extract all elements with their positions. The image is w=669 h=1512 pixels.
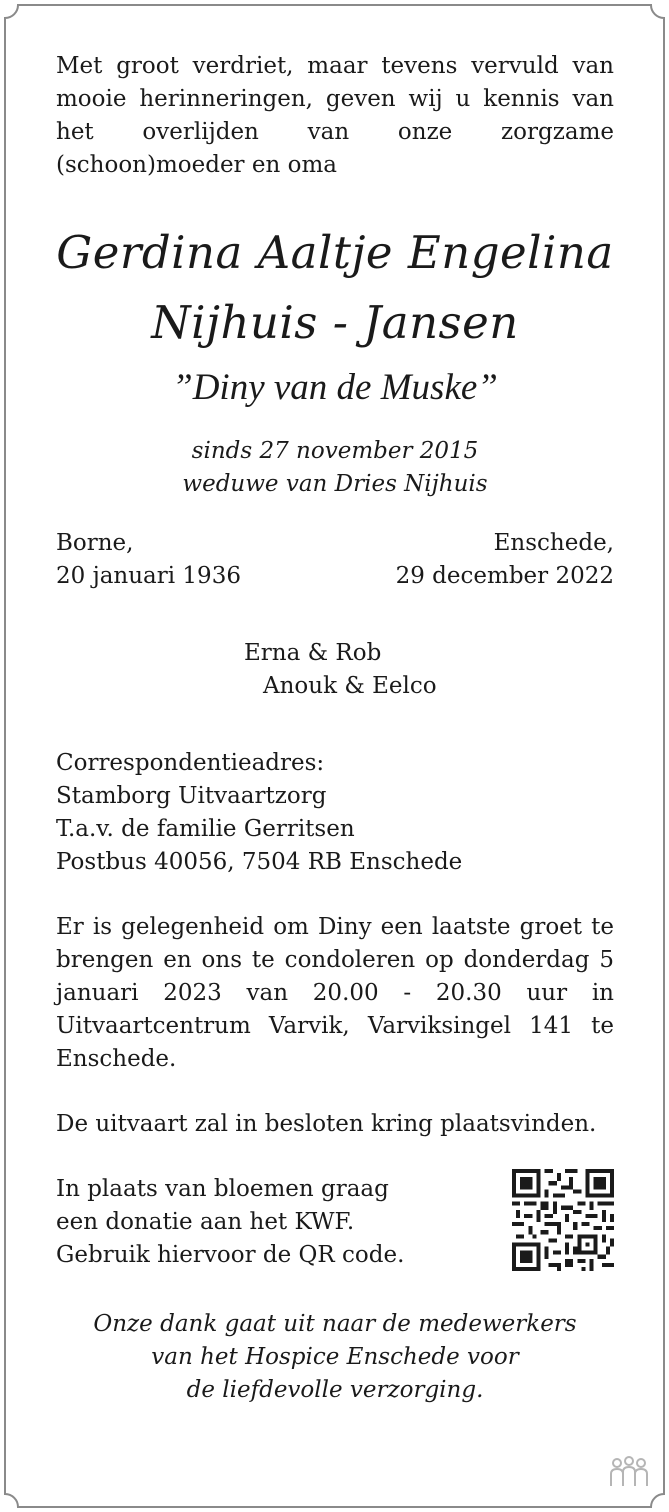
donation-line: In plaats van bloemen graag — [56, 1176, 389, 1202]
correspondence-line: Stamborg Uitvaartzorg — [56, 783, 327, 809]
intro-text: Met groot verdriet, maar tevens vervuld van mooie herinneringen, geven wij u kennis van het overlijden van onze zorgzame (schoon)moeder en oma — [56, 53, 614, 178]
widow-line-2: weduwe van Dries Nijhuis — [182, 471, 488, 497]
dates-row — [56, 527, 614, 593]
funeral-text: De uitvaart zal in besloten kring plaatsvinden. — [56, 1111, 597, 1137]
thanks-block — [56, 1308, 614, 1407]
correspondence-address — [56, 747, 614, 879]
birth-info — [56, 527, 241, 593]
widow-line-1: sinds 27 november 2015 — [191, 438, 479, 464]
death-date: 29 december 2022 — [395, 563, 614, 589]
thanks-line: van het Hospice Enschede voor — [151, 1344, 519, 1370]
condolence-text: Er is gelegenheid om Diny een laatste groet te brengen en ons te condoleren op donderdag 5 januari 2023 van 20.00 - 20.30 uur in Uitvaartcentrum Varvik, Varviksingel 141 te Enschede. — [56, 914, 614, 1072]
correspondence-label: Correspondentieadres: — [56, 750, 325, 776]
deceased-name-line-2: Nijhuis - Jansen — [151, 296, 519, 349]
qr-code-icon[interactable] — [512, 1169, 614, 1271]
birth-date: 20 januari 1936 — [56, 563, 241, 589]
thanks-line: de liefdevolle verzorging. — [186, 1377, 484, 1403]
family-member: Erna & Rob — [244, 640, 382, 666]
birth-place: Borne, — [56, 530, 134, 556]
donation-block — [56, 1173, 614, 1272]
people-logo-icon — [609, 1456, 649, 1490]
death-place: Enschede, — [493, 530, 614, 556]
donation-line: een donatie aan het KWF. — [56, 1209, 355, 1235]
correspondence-line: T.a.v. de familie Gerritsen — [56, 816, 355, 842]
family-list — [56, 637, 614, 703]
announcement — [56, 50, 614, 1407]
nickname: ”Diny van de Muske” — [172, 367, 498, 408]
donation-line: Gebruik hiervoor de QR code. — [56, 1242, 405, 1268]
deceased-name-line-1: Gerdina Aaltje Engelina — [56, 226, 614, 279]
thanks-line: Onze dank gaat uit naar de medewerkers — [93, 1311, 577, 1337]
correspondence-line: Postbus 40056, 7504 RB Enschede — [56, 849, 463, 875]
family-member: Anouk & Eelco — [263, 673, 437, 699]
death-info — [396, 527, 614, 593]
